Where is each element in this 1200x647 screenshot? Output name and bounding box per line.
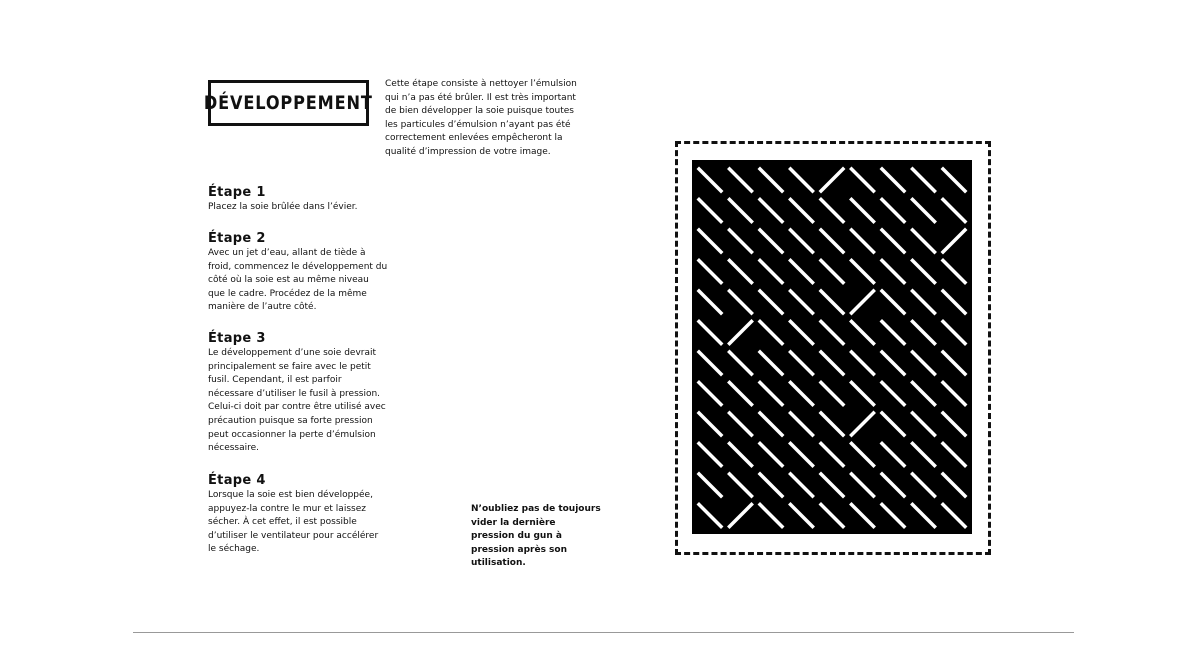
pattern-stroke (882, 169, 904, 191)
pattern-stroke (943, 444, 965, 466)
diagonal-line-pattern (692, 160, 972, 534)
pattern-stroke (791, 352, 813, 374)
pattern-stroke (943, 169, 965, 191)
pattern-stroke (913, 505, 935, 527)
step-3-title: Étape 3 (208, 331, 266, 346)
pattern-stroke (760, 474, 782, 496)
pattern-stroke (791, 322, 813, 344)
step-4-title: Étape 4 (208, 473, 266, 488)
pattern-stroke (913, 383, 935, 405)
pattern-stroke (913, 474, 935, 496)
pattern-stroke (943, 261, 965, 283)
pattern-stroke (943, 230, 965, 252)
pattern-stroke (913, 291, 935, 313)
pattern-stroke (730, 474, 752, 496)
pattern-stroke (791, 291, 813, 313)
pattern-stroke (943, 200, 965, 222)
pattern-stroke (852, 474, 874, 496)
pattern-stroke (791, 383, 813, 405)
pattern-stroke (699, 230, 721, 252)
screen-pattern-artwork (692, 160, 972, 534)
pattern-stroke (699, 291, 721, 313)
pattern-stroke (821, 413, 843, 435)
pattern-stroke (882, 352, 904, 374)
pattern-stroke (699, 505, 721, 527)
pattern-stroke (882, 230, 904, 252)
pattern-stroke (791, 230, 813, 252)
pattern-stroke (852, 200, 874, 222)
step-2-text: Avec un jet d’eau, allant de tiède à froid, commencez le développement du côté où la soie est au même niveau que le cadre. Procédez de la même manière de l’autre côté. (208, 248, 388, 313)
pattern-stroke (821, 261, 843, 283)
pattern-stroke (821, 383, 843, 405)
reminder-note: N’oubliez pas de toujours vider la dernière pression du gun à pression après son utilisation. (471, 504, 601, 569)
pattern-stroke (882, 291, 904, 313)
pattern-stroke (760, 322, 782, 344)
pattern-stroke (699, 322, 721, 344)
pattern-stroke (882, 413, 904, 435)
pattern-stroke (730, 169, 752, 191)
pattern-stroke (699, 352, 721, 374)
pattern-stroke (882, 444, 904, 466)
pattern-stroke (791, 169, 813, 191)
pattern-stroke (943, 474, 965, 496)
pattern-stroke (943, 322, 965, 344)
pattern-stroke (852, 261, 874, 283)
step-2-title: Étape 2 (208, 231, 266, 246)
pattern-stroke (943, 505, 965, 527)
pattern-stroke (760, 383, 782, 405)
pattern-stroke (913, 352, 935, 374)
pattern-stroke (882, 383, 904, 405)
pattern-stroke (760, 200, 782, 222)
pattern-stroke (882, 261, 904, 283)
pattern-stroke (821, 505, 843, 527)
footer-divider (133, 632, 1074, 633)
pattern-stroke (760, 413, 782, 435)
pattern-stroke (760, 352, 782, 374)
pattern-stroke (791, 200, 813, 222)
pattern-stroke (821, 200, 843, 222)
pattern-stroke (730, 352, 752, 374)
pattern-stroke (913, 200, 935, 222)
pattern-stroke (730, 444, 752, 466)
pattern-stroke (852, 413, 874, 435)
pattern-stroke (852, 352, 874, 374)
pattern-stroke (821, 322, 843, 344)
pattern-stroke (882, 474, 904, 496)
pattern-stroke (913, 444, 935, 466)
step-1 (208, 185, 383, 215)
pattern-stroke (852, 322, 874, 344)
pattern-stroke (730, 413, 752, 435)
pattern-stroke (699, 169, 721, 191)
pattern-stroke (913, 261, 935, 283)
pattern-stroke (760, 169, 782, 191)
pattern-stroke (852, 291, 874, 313)
pattern-stroke (760, 505, 782, 527)
pattern-stroke (852, 169, 874, 191)
section-title: DÉVELOPPEMENT (204, 92, 373, 114)
intro-paragraph: Cette étape consiste à nettoyer l’émulsion qui n’a pas été brûler. Il est très important de bien développer la soie puisque toutes les particules d’émulsion n’ayant pas été correctement enlevées empêcheront la qualité d’impression de votre image. (385, 79, 577, 157)
pattern-stroke (699, 200, 721, 222)
pattern-stroke (852, 444, 874, 466)
pattern-stroke (882, 200, 904, 222)
pattern-stroke (821, 474, 843, 496)
pattern-stroke (791, 413, 813, 435)
pattern-stroke (760, 291, 782, 313)
pattern-stroke (791, 261, 813, 283)
pattern-stroke (730, 505, 752, 527)
pattern-stroke (760, 230, 782, 252)
pattern-stroke (730, 322, 752, 344)
pattern-stroke (821, 169, 843, 191)
pattern-stroke (821, 352, 843, 374)
pattern-stroke (791, 444, 813, 466)
pattern-stroke (699, 444, 721, 466)
pattern-stroke (791, 474, 813, 496)
pattern-stroke (852, 505, 874, 527)
pattern-stroke (852, 230, 874, 252)
pattern-stroke (821, 444, 843, 466)
pattern-stroke (943, 352, 965, 374)
section-title-box (204, 80, 373, 126)
pattern-stroke (730, 230, 752, 252)
pattern-stroke (730, 200, 752, 222)
step-4 (208, 473, 383, 557)
pattern-stroke (760, 444, 782, 466)
pattern-stroke (943, 291, 965, 313)
pattern-stroke (913, 169, 935, 191)
pattern-stroke (913, 322, 935, 344)
pattern-stroke (791, 505, 813, 527)
pattern-stroke (699, 474, 721, 496)
step-3-text: Le développement d’une soie devrait principalement se faire avec le petit fusil. Cependant, il est parfoir nécessare d’utiliser le fusil à pression. Celui-ci doit par contre être utilisé avec précaution puisque sa forte pression peut occasionner la perte d’émulsion nécessaire. (208, 348, 386, 454)
step-1-title: Étape 1 (208, 185, 266, 200)
step-1-text: Placez la soie brûlée dans l’évier. (208, 202, 358, 212)
step-2 (208, 231, 388, 315)
pattern-stroke (730, 291, 752, 313)
pattern-stroke (699, 383, 721, 405)
step-4-text: Lorsque la soie est bien développée, appuyez-la contre le mur et laissez sécher. À cet effet, il est possible d’utiliser le ventilateur pour accélérer le séchage. (208, 490, 379, 555)
pattern-stroke (821, 230, 843, 252)
pattern-stroke (699, 261, 721, 283)
pattern-stroke (943, 383, 965, 405)
pattern-stroke (730, 261, 752, 283)
pattern-stroke (943, 413, 965, 435)
pattern-stroke (760, 261, 782, 283)
pattern-stroke (882, 505, 904, 527)
pattern-stroke (821, 291, 843, 313)
pattern-stroke (913, 413, 935, 435)
pattern-stroke (913, 230, 935, 252)
pattern-stroke (882, 322, 904, 344)
step-3 (208, 331, 386, 456)
pattern-stroke (730, 383, 752, 405)
pattern-stroke (699, 413, 721, 435)
pattern-stroke (852, 383, 874, 405)
